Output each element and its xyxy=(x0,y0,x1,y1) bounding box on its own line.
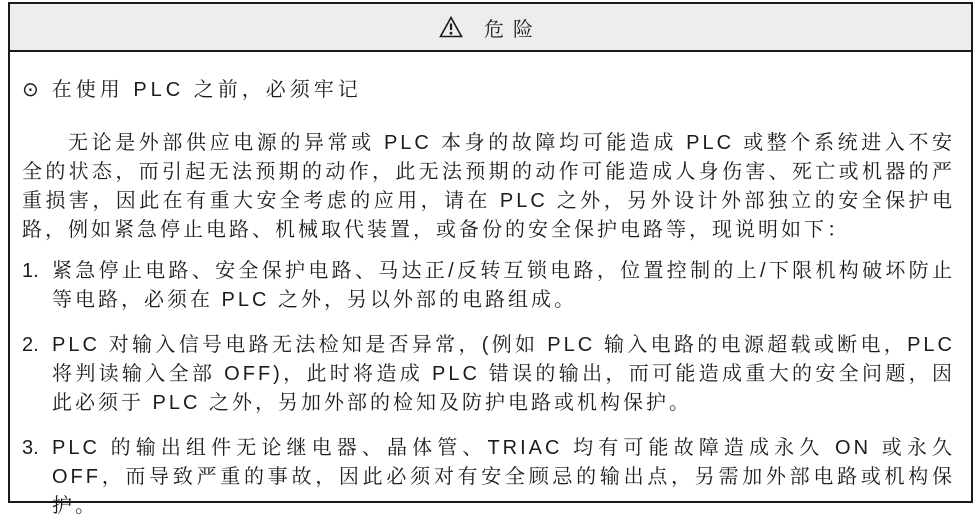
list-item-text: 紧急停止电路、安全保护电路、马达正/反转互锁电路，位置控制的上/下限机构破坏防止等电路，必须在 PLC 之外，另以外部的电路组成。 xyxy=(52,260,955,311)
list-item-text: PLC 的输出组件无论继电器、晶体管、TRIAC 均有可能故障造成永久 ON 或永久 OFF，而导致严重的事故，因此必须对有安全顾忌的输出点，另需加外部电路或机构保护。 xyxy=(52,437,955,517)
danger-body xyxy=(10,52,971,521)
list-item-3 xyxy=(22,434,955,521)
list-item-number: 2. xyxy=(22,334,39,356)
intro-text: 在使用 PLC 之前，必须牢记 xyxy=(51,79,362,101)
circled-dot-bullet: ⊙ xyxy=(22,79,43,101)
danger-title: 危险 xyxy=(484,18,542,41)
list-item-1 xyxy=(22,257,955,315)
warning-paragraph: 无论是外部供应电源的异常或 PLC 本身的故障均可能造成 PLC 或整个系统进入不安全的状态，而引起无法预期的动作，此无法预期的动作可能造成人身伤害、死亡或机器的严重损害，因此在有重大安全考虑的应用，请在 PLC 之外，另外设计外部独立的安全保护电路，例如紧急停止电路、机械取代装置，或备份的安全保护电路等，现说明如下： xyxy=(22,132,955,241)
list-item-number: 3. xyxy=(22,437,39,459)
intro-line xyxy=(22,76,955,105)
danger-notice-panel xyxy=(8,2,973,517)
list-item-number: 1. xyxy=(22,260,39,282)
warning-triangle-icon xyxy=(439,16,463,38)
list-item-2 xyxy=(22,331,955,418)
list-item-text: PLC 对输入信号电路无法检知是否异常，(例如 PLC 输入电路的电源超载或断电，PLC 将判读输入全部 OFF)，此时将造成 PLC 错误的输出，而可能造成重大的安全问题，因此必须于 PLC 之外，另加外部的检知及防护电路或机构保护。 xyxy=(52,334,955,414)
danger-header-bar xyxy=(10,4,971,52)
